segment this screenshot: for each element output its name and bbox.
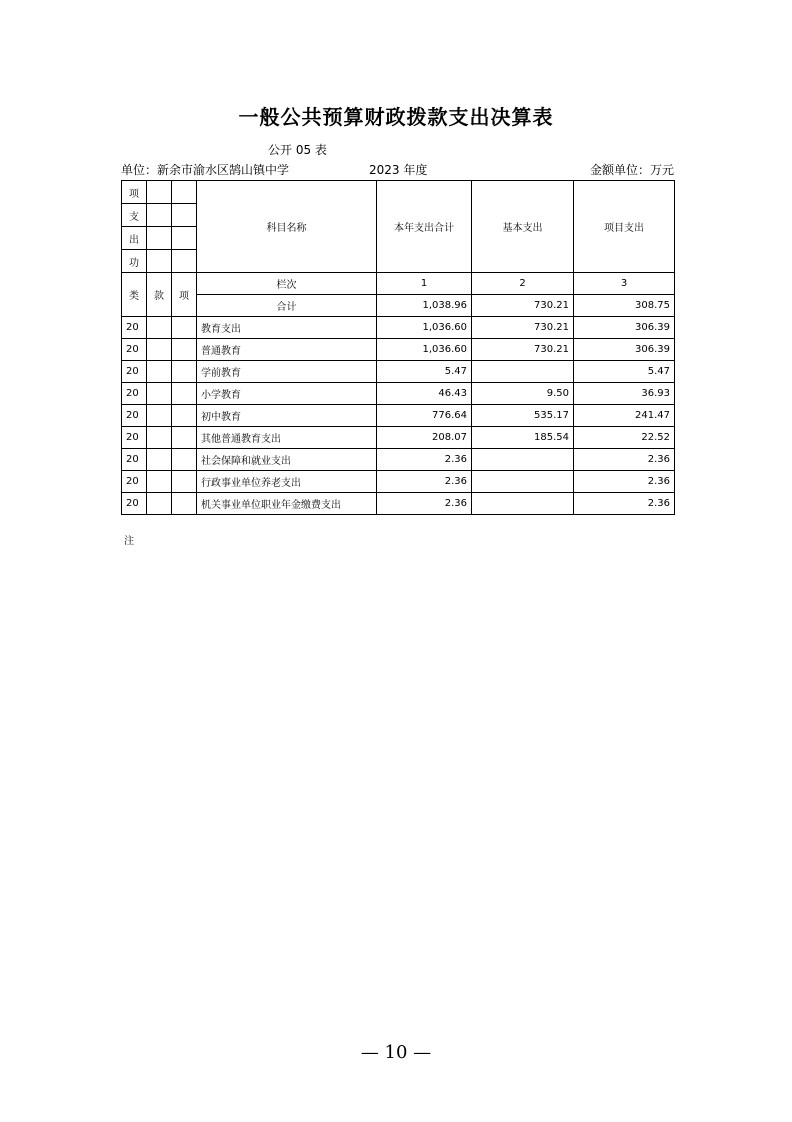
row-kuan [147, 449, 172, 471]
row-basic: 730.21 [472, 339, 574, 361]
row-kuan [147, 317, 172, 339]
blank-cell [172, 204, 197, 227]
row-kuan [147, 471, 172, 493]
total-row-basic: 730.21 [472, 295, 574, 317]
form-id: 公开 05 表 [268, 143, 327, 157]
row-kuan [147, 339, 172, 361]
table-row [122, 383, 675, 405]
row-xiang [172, 471, 197, 493]
fiscal-year: 2023 年度 [369, 163, 428, 177]
row-basic: 535.17 [472, 405, 574, 427]
row-subject-name: 教育支出 [197, 317, 377, 339]
row-project: 2.36 [574, 449, 675, 471]
row-basic: 9.50 [472, 383, 574, 405]
total-row-label: 合计 [197, 295, 377, 317]
row-lei: 20 [122, 493, 147, 515]
func-class-char-3: 出 [122, 227, 147, 250]
reporting-unit: 单位：新余市渝水区鹄山镇中学 [121, 163, 290, 177]
row-basic: 185.54 [472, 427, 574, 449]
total-row-total: 1,038.96 [377, 295, 472, 317]
basic-col-header: 基本支出 [472, 181, 574, 273]
row-lei: 20 [122, 383, 147, 405]
table-note: 注 [124, 536, 134, 547]
blank-cell [172, 227, 197, 250]
row-total: 5.47 [377, 361, 472, 383]
total-row [122, 295, 675, 317]
row-lei: 20 [122, 317, 147, 339]
table-row [122, 427, 675, 449]
row-total: 1,036.60 [377, 339, 472, 361]
table-row [122, 405, 675, 427]
row-kuan [147, 383, 172, 405]
row-kuan [147, 427, 172, 449]
func-class-char-1: 项 [122, 181, 147, 204]
column-number-3: 3 [574, 273, 675, 295]
row-xiang [172, 383, 197, 405]
amount-unit: 金额单位：万元 [589, 163, 674, 177]
row-kuan [147, 361, 172, 383]
row-lei: 20 [122, 449, 147, 471]
row-lei: 20 [122, 405, 147, 427]
blank-cell [147, 250, 172, 273]
lei-header: 类 [122, 273, 147, 317]
blank-cell [147, 181, 172, 204]
page-title: 一般公共预算财政拨款支出决算表 [238, 105, 554, 129]
table-row [122, 471, 675, 493]
row-total: 776.64 [377, 405, 472, 427]
row-project: 2.36 [574, 471, 675, 493]
row-subject-name: 普通教育 [197, 339, 377, 361]
row-xiang [172, 427, 197, 449]
row-project: 2.36 [574, 493, 675, 515]
row-subject-name: 行政事业单位养老支出 [197, 471, 377, 493]
table-row [122, 317, 675, 339]
row-lei: 20 [122, 471, 147, 493]
row-subject-name: 小学教育 [197, 383, 377, 405]
row-project: 241.47 [574, 405, 675, 427]
row-xiang [172, 493, 197, 515]
row-total: 1,036.60 [377, 317, 472, 339]
header-row-1 [122, 181, 675, 204]
row-basic [472, 449, 574, 471]
row-project: 306.39 [574, 317, 675, 339]
row-total: 46.43 [377, 383, 472, 405]
row-subject-name: 机关事业单位职业年金缴费支出 [197, 493, 377, 515]
kuan-header: 款 [147, 273, 172, 317]
table-row [122, 339, 675, 361]
total-col-header: 本年支出合计 [377, 181, 472, 273]
row-lei: 20 [122, 361, 147, 383]
row-xiang [172, 361, 197, 383]
row-total: 2.36 [377, 449, 472, 471]
row-xiang [172, 317, 197, 339]
row-subject-name: 其他普通教育支出 [197, 427, 377, 449]
row-basic [472, 493, 574, 515]
row-xiang [172, 449, 197, 471]
row-total: 2.36 [377, 493, 472, 515]
row-kuan [147, 493, 172, 515]
row-subject-name: 学前教育 [197, 361, 377, 383]
column-index-label: 栏次 [197, 273, 377, 295]
row-lei: 20 [122, 427, 147, 449]
expenditure-table [121, 180, 675, 515]
blank-cell [147, 227, 172, 250]
row-subject-name: 社会保障和就业支出 [197, 449, 377, 471]
row-project: 306.39 [574, 339, 675, 361]
blank-cell [172, 250, 197, 273]
blank-cell [147, 204, 172, 227]
subject-name-header: 科目名称 [197, 181, 377, 273]
table-row [122, 361, 675, 383]
row-lei: 20 [122, 339, 147, 361]
row-basic [472, 361, 574, 383]
total-row-project: 308.75 [574, 295, 675, 317]
column-index-row [122, 273, 675, 295]
row-project: 36.93 [574, 383, 675, 405]
table-row [122, 493, 675, 515]
row-subject-name: 初中教育 [197, 405, 377, 427]
row-kuan [147, 405, 172, 427]
row-total: 2.36 [377, 471, 472, 493]
row-project: 5.47 [574, 361, 675, 383]
blank-cell [172, 181, 197, 204]
func-class-char-4: 功 [122, 250, 147, 273]
column-number-2: 2 [472, 273, 574, 295]
meta-row [121, 161, 674, 177]
row-xiang [172, 339, 197, 361]
row-xiang [172, 405, 197, 427]
table-row [122, 449, 675, 471]
func-class-char-2: 支 [122, 204, 147, 227]
page-number: — 10 — [360, 1042, 432, 1063]
row-basic [472, 471, 574, 493]
row-project: 22.52 [574, 427, 675, 449]
xiang-header: 项 [172, 273, 197, 317]
project-col-header: 项目支出 [574, 181, 675, 273]
row-total: 208.07 [377, 427, 472, 449]
column-number-1: 1 [377, 273, 472, 295]
row-basic: 730.21 [472, 317, 574, 339]
